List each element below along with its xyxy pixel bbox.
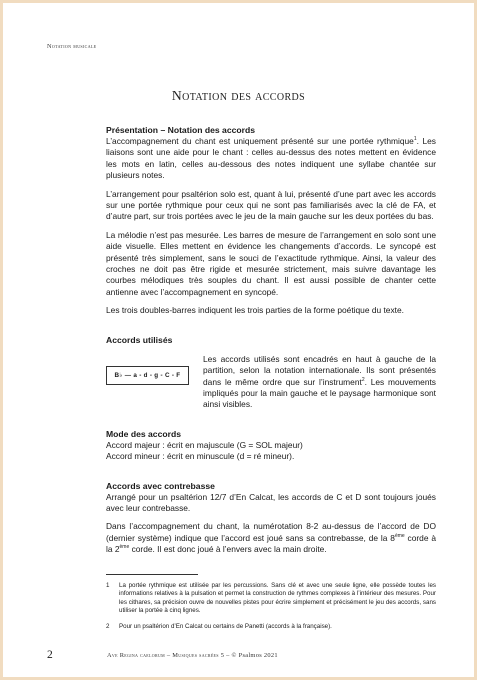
- chord-row: [106, 354, 436, 411]
- footnote-text: Pour un psaltérion d’En Calcat ou certains de Panetti (accords à la française).: [119, 622, 332, 630]
- section-accords-utilises: [106, 334, 436, 411]
- footnote-ref[interactable]: 2: [361, 376, 365, 383]
- section-heading: Mode des accords: [106, 428, 181, 439]
- footnote-number: 2: [106, 622, 110, 630]
- mode-line-minor: Accord mineur : écrit en minuscule (d = ré mineur).: [106, 451, 295, 462]
- footnote-ref[interactable]: 1: [413, 136, 417, 143]
- section-contrebasse: [106, 480, 436, 556]
- page-footer: Ave Regina caelorum – Musiques sacrées 5 – © Psalmos 2021: [107, 652, 278, 659]
- footnote-1: [106, 582, 436, 616]
- footnote-2: [106, 623, 436, 632]
- chord-sequence-box: B♭ — a - d - g - C - F: [106, 366, 189, 385]
- section-heading: Présentation – Notation des accords: [106, 125, 255, 135]
- paragraph: L’arrangement pour psaltérion solo est, quant à lui, présenté d’une part avec les accords sur une portée rythmique pour ceux qui ne sont pas familiarisés avec la clé de FA, et d’autre part, sur trois portées avec le jeu de la main gauche sur les deux portées du bas.: [106, 188, 436, 222]
- running-header: Notation musicale: [47, 43, 97, 50]
- paragraph: La mélodie n’est pas mesurée. Les barres de mesure de l’arrangement en solo sont une aide visuelle. Elles mettent en évidence les changements d’accords. Le syncopé est présenté très simplement, sans le souci de l’exactitude rythmique. Ainsi, la valeur des croches ne doit pas être rigide et mesurée strictement, mais suivre davantage les courbes mélodiques très souples du chant. Il est aussi possible de chanter cette antienne avec l’accompagnement en syncopé.: [106, 229, 436, 297]
- paragraph: L’accompagnement du chant est uniquement présenté sur une portée rythmique$^1$. Les liaisons sont une aide pour le chant : celles au-dessus des notes mettent en évidence les mots en latin, celles au-dessous des notes indiquent une syllabe chantée sur plusieurs notes.: [106, 136, 436, 181]
- paragraph: Dans l’accompagnement du chant, la numérotation 8-2 au-dessus de l’accord de DO (dernier système) indique que l’accord est joué sans sa contrebasse, de la 8ème corde à la 2ème corde. Il est donc joué à l’envers avec la main droite.: [106, 521, 436, 555]
- footer-collection: Musiques sacrées 5: [172, 652, 225, 659]
- section-heading: Accords avec contrebasse: [106, 480, 215, 491]
- footer-work-title: Ave Regina caelorum: [107, 652, 165, 659]
- paragraph: Les accords utilisés sont encadrés en haut à gauche de la partition, selon la notation internationale. Ils sont présentés dans le même ordre que sur l’instrument$^2$. Les mouvements impliqués pour la main gauche et le paysage harmonique sont ainsi visibles.: [203, 353, 436, 410]
- main-content: [106, 124, 436, 632]
- footnote-divider: [106, 574, 198, 575]
- paragraph: Arrangé pour un psaltérion 12/7 d’En Calcat, les accords de C et D sont toujours joués avec leur contrebasse.: [106, 491, 436, 513]
- section-mode-accords: [106, 428, 436, 463]
- page-title: Notation des accords: [171, 88, 306, 103]
- section-heading: Accords utilisés: [106, 334, 173, 345]
- footer-copyright: © Psalmos 2021: [231, 652, 278, 659]
- section-presentation: [106, 124, 436, 317]
- mode-line-major: Accord majeur : écrit en majuscule (G = SOL majeur): [106, 439, 303, 450]
- footnote-number: 1: [106, 581, 110, 589]
- footnote-text: La portée rythmique est utilisée par les percussions. Sans clé et avec une seule ligne, elle possède toutes les informations relatives à la pulsation et permet la construction de rythmes complexes à l’intérieur des mesures. Pour les cithares, sa précision ouvre de nouvelles pistes pour écrire simplement et précisément le jeu des accords, sans utiliser la portée à cinq lignes.: [119, 581, 436, 615]
- page-number: 2: [47, 649, 53, 661]
- paragraph: Les trois doubles-barres indiquent les trois parties de la forme poétique du texte.: [106, 305, 404, 316]
